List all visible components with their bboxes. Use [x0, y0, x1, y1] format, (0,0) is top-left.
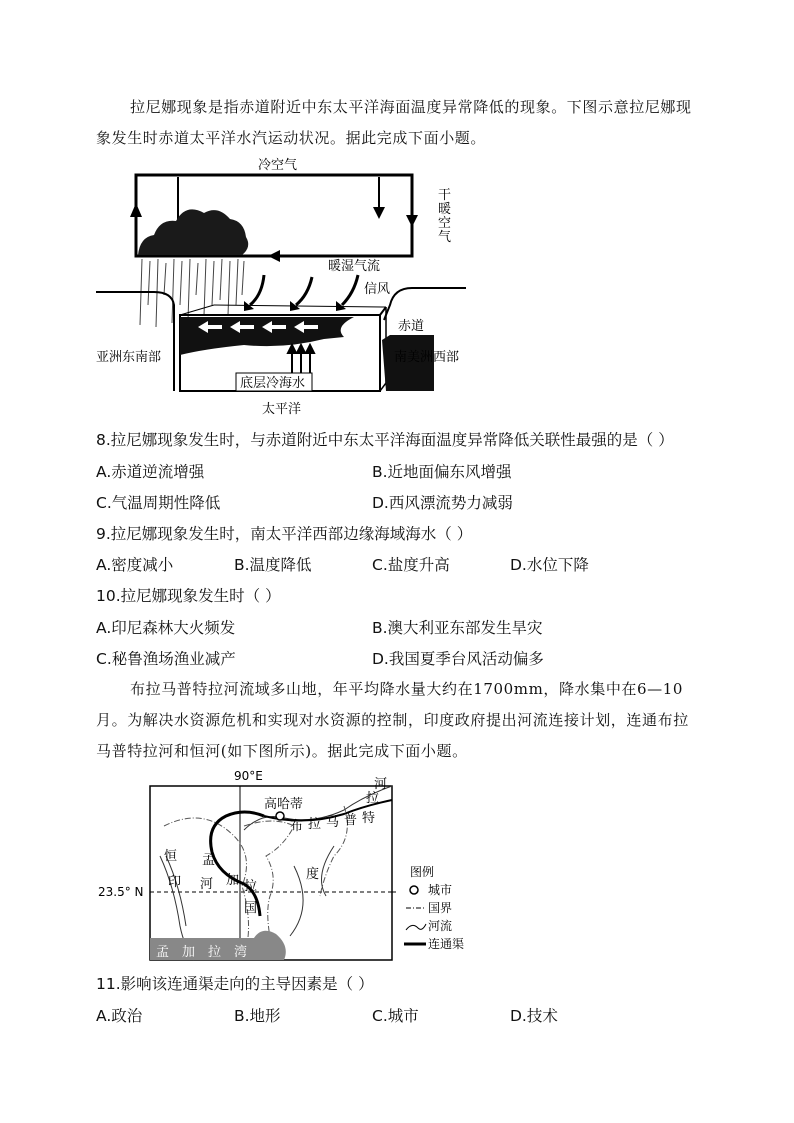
- label-parallel: 23.5° N: [98, 885, 144, 899]
- city-marker: [276, 812, 284, 820]
- legend-canal: 连通渠: [428, 937, 465, 951]
- q10-option-b[interactable]: B.澳大利亚东部发生旱灾: [372, 619, 543, 637]
- asia-coast: [96, 292, 174, 391]
- label-bay-3: 拉: [208, 945, 222, 960]
- label-warm-moist-flow: 暖湿气流: [328, 259, 381, 274]
- passage-2: 布拉马普特拉河流域多山地，年平均降水量大约在1700mm，降水集中在6—10月。为解决水资源危机和实现对水资源的控制，印度政府提出河流连接计划，连通布拉马普特拉河和恒河(如下图所示)。据此完成下面小题。: [96, 680, 689, 760]
- label-w-south-america: 南美洲西部: [394, 350, 460, 365]
- q11-option-c[interactable]: C.城市: [372, 1007, 419, 1025]
- label-bangladesh-1: 孟: [202, 853, 216, 868]
- label-equator: 赤道: [398, 319, 425, 334]
- q8-stem: 8.拉尼娜现象发生时，与赤道附近中东太平洋海面温度异常降低关联性最强的是（ ）: [96, 431, 674, 449]
- label-dry-warm-1: 干: [438, 188, 452, 203]
- label-brahmaputra-1: 布: [290, 819, 304, 834]
- rain-cloud: [138, 209, 248, 255]
- label-ganges-2: 河: [200, 877, 214, 892]
- q8-option-b[interactable]: B.近地面偏东风增强: [372, 463, 512, 481]
- label-brahmaputra-6: 拉: [366, 791, 380, 806]
- q9-stem: 9.拉尼娜现象发生时，南太平洋西部边缘海域海水（ ）: [96, 525, 473, 543]
- sa-coast: [384, 288, 466, 320]
- legend-river-icon: [406, 924, 426, 930]
- river-link-map: [94, 766, 484, 962]
- q10-stem: 10.拉尼娜现象发生时（ ）: [96, 587, 281, 605]
- label-india-1: 印: [168, 875, 182, 890]
- label-brahmaputra-5: 特: [362, 811, 376, 826]
- q9-option-d[interactable]: D.水位下降: [510, 556, 589, 574]
- label-bay-1: 孟: [156, 945, 170, 960]
- legend-title: 图例: [410, 865, 435, 879]
- label-meridian: 90°E: [234, 769, 263, 783]
- label-india-2: 度: [306, 867, 320, 882]
- q10-option-d[interactable]: D.我国夏季台风活动偏多: [372, 650, 544, 668]
- q9-option-b[interactable]: B.温度降低: [234, 556, 312, 574]
- q8-option-c[interactable]: C.气温周期性降低: [96, 494, 221, 512]
- label-brahmaputra-2: 拉: [308, 817, 322, 832]
- label-brahmaputra-4: 普: [344, 813, 358, 828]
- q11-option-b[interactable]: B.地形: [234, 1007, 281, 1025]
- label-dry-warm-3: 空: [438, 216, 452, 231]
- label-dry-warm-2: 暖: [438, 202, 452, 217]
- q11-option-d[interactable]: D.技术: [510, 1007, 558, 1025]
- q10-option-a[interactable]: A.印尼森林大火频发: [96, 619, 236, 637]
- label-trade-wind: 信风: [364, 282, 391, 297]
- legend-city-icon: [410, 886, 418, 894]
- label-bangladesh-2: 加: [226, 873, 240, 888]
- warm-flow-arrows: [250, 275, 358, 305]
- label-bay-4: 湾: [234, 945, 248, 960]
- label-se-asia: 亚洲东南部: [96, 350, 162, 365]
- q11-stem: 11.影响该连通渠走向的主导因素是（ ）: [96, 975, 374, 993]
- q9-option-c[interactable]: C.盐度升高: [372, 556, 450, 574]
- q8-option-a[interactable]: A.赤道逆流增强: [96, 463, 205, 481]
- q10-option-c[interactable]: C.秘鲁渔场渔业减产: [96, 650, 236, 668]
- label-pacific: 太平洋: [262, 402, 302, 417]
- label-dry-warm-4: 气: [438, 230, 452, 245]
- label-ganges-1: 恒: [164, 849, 178, 864]
- label-cold-air: 冷空气: [258, 158, 298, 173]
- upwelling-arrows: [288, 345, 314, 373]
- q8-option-d[interactable]: D.西风漂流势力减弱: [372, 494, 513, 512]
- legend-river: 河流: [428, 919, 453, 933]
- passage-1: 拉尼娜现象是指赤道附近中东太平洋海面温度异常降低的现象。下图示意拉尼娜现象发生时赤道太平洋水汽运动状况。据此完成下面小题。: [96, 98, 692, 147]
- legend-border: 国界: [428, 901, 453, 915]
- label-bangladesh-3: 拉: [244, 879, 258, 894]
- label-brahmaputra-3: 马: [326, 815, 340, 830]
- label-city: 高哈蒂: [264, 797, 304, 812]
- legend-city: 城市: [428, 883, 453, 897]
- label-bangladesh-4: 国: [244, 901, 258, 916]
- la-nina-diagram: [94, 155, 474, 420]
- label-brahmaputra-7: 河: [374, 777, 388, 792]
- q9-option-a[interactable]: A.密度减小: [96, 556, 174, 574]
- label-bay-2: 加: [182, 945, 196, 960]
- label-bottom-cold-water: 底层冷海水: [240, 376, 306, 391]
- q11-option-a[interactable]: A.政治: [96, 1007, 143, 1025]
